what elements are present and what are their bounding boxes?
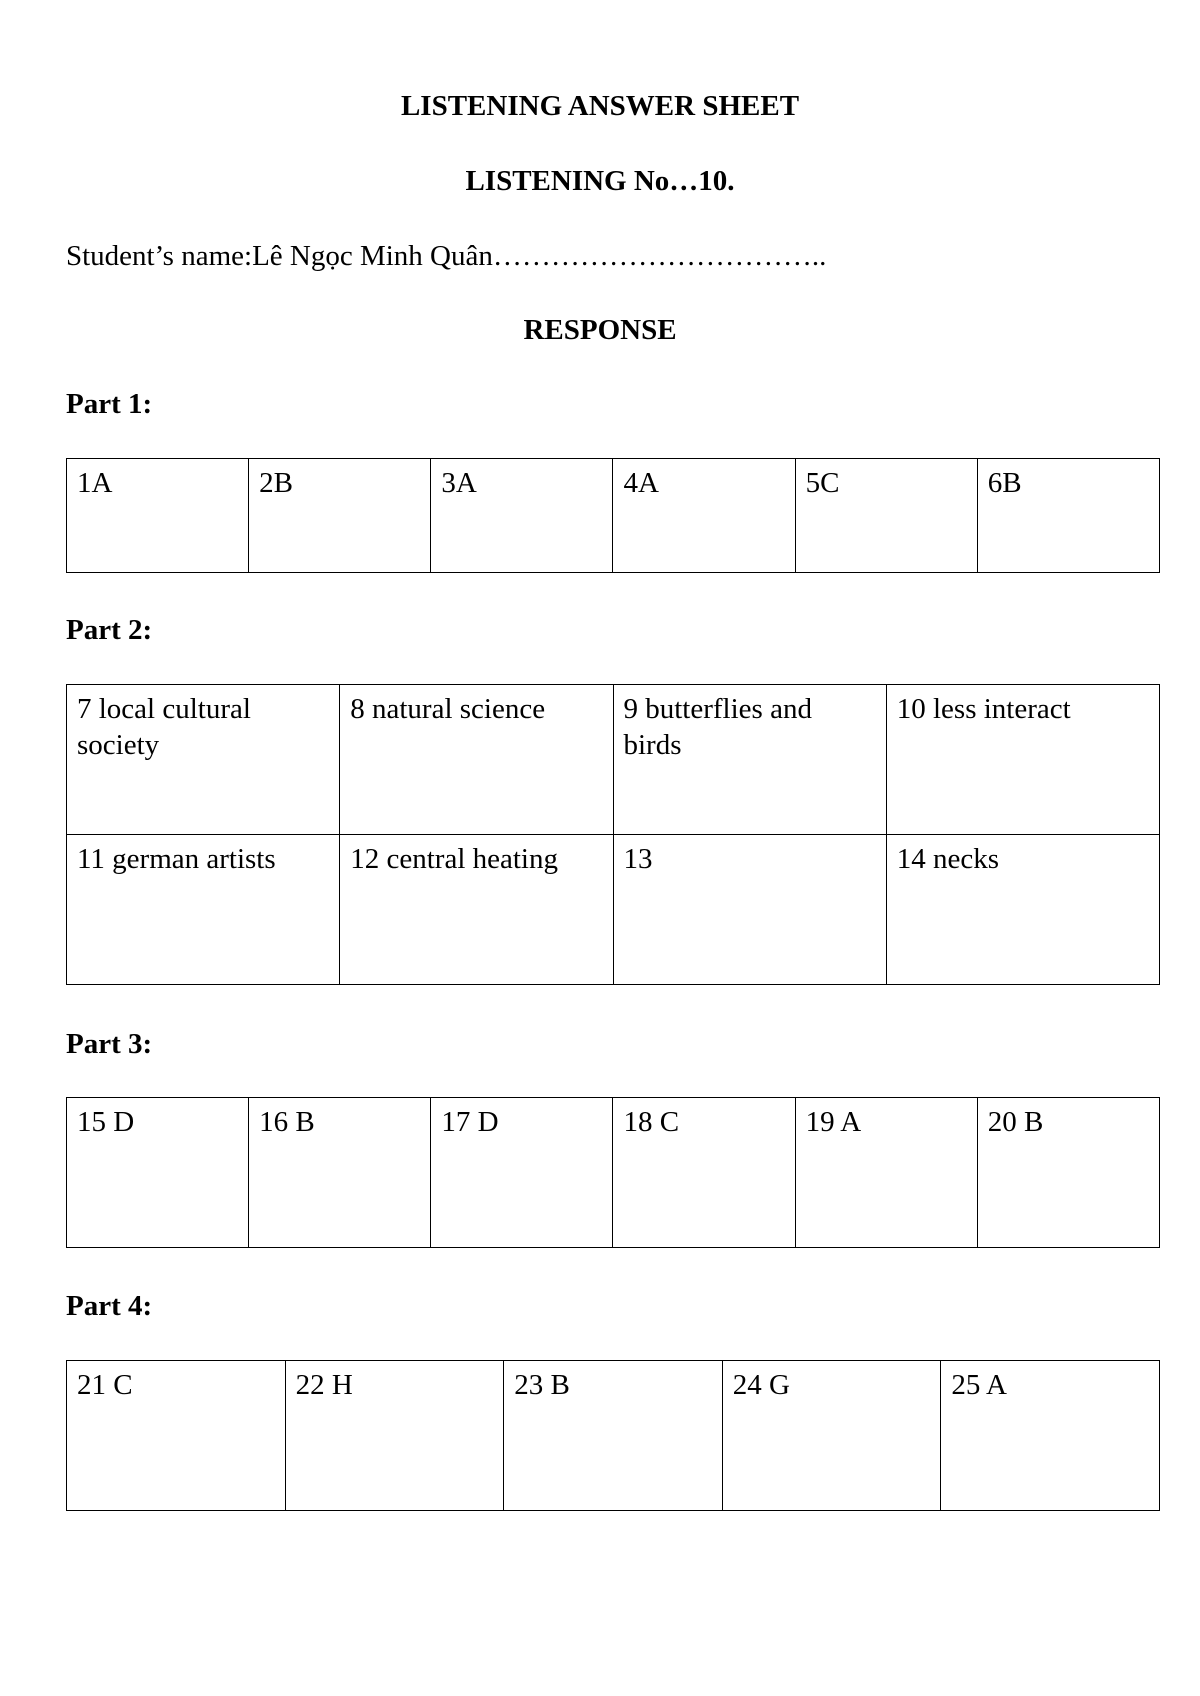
- answer-cell: 17 D: [431, 1098, 613, 1248]
- listening-number: LISTENING No…10.: [465, 165, 735, 197]
- part-1-label: Part 1:: [66, 388, 153, 420]
- page-title: LISTENING ANSWER SHEET: [400, 90, 800, 122]
- answer-cell: 7 local cultural society: [67, 685, 340, 835]
- answer-cell: 12 central heating: [340, 835, 613, 985]
- answer-cell: 18 C: [613, 1098, 795, 1248]
- part-2-label: Part 2:: [66, 614, 153, 646]
- answer-cell: 25 A: [941, 1361, 1160, 1511]
- answer-cell: 22 H: [285, 1361, 504, 1511]
- answer-cell: 14 necks: [886, 835, 1159, 985]
- part-3-answer-table: [66, 1097, 1160, 1248]
- part-4-label: Part 4:: [66, 1290, 153, 1322]
- table-row: [67, 685, 1160, 835]
- answer-cell: 11 german artists: [67, 835, 340, 985]
- answer-cell: 21 C: [67, 1361, 286, 1511]
- answer-cell: 2B: [249, 459, 431, 573]
- answer-cell: 6B: [977, 459, 1159, 573]
- answer-cell: 10 less interact: [886, 685, 1159, 835]
- part-1-answer-table: [66, 458, 1160, 573]
- table-row: [67, 1098, 1160, 1248]
- answer-cell: 15 D: [67, 1098, 249, 1248]
- answer-cell: 4A: [613, 459, 795, 573]
- answer-cell: 1A: [67, 459, 249, 573]
- student-name-line: Student’s name:Lê Ngọc Minh Quân……………………………..: [66, 240, 827, 272]
- answer-cell: 23 B: [504, 1361, 723, 1511]
- answer-cell: 16 B: [249, 1098, 431, 1248]
- response-heading: RESPONSE: [523, 314, 677, 346]
- answer-cell: 20 B: [977, 1098, 1159, 1248]
- answer-cell: 9 butterflies and birds: [613, 685, 886, 835]
- part-3-label: Part 3:: [66, 1028, 153, 1060]
- part-4-answer-table: [66, 1360, 1160, 1511]
- table-row: [67, 835, 1160, 985]
- table-row: [67, 1361, 1160, 1511]
- answer-cell: 19 A: [795, 1098, 977, 1248]
- answer-cell: 24 G: [722, 1361, 941, 1511]
- answer-cell: 13: [613, 835, 886, 985]
- answer-cell: 5C: [795, 459, 977, 573]
- table-row: [67, 459, 1160, 573]
- answer-cell: 3A: [431, 459, 613, 573]
- part-2-answer-table: [66, 684, 1160, 985]
- answer-cell: 8 natural science: [340, 685, 613, 835]
